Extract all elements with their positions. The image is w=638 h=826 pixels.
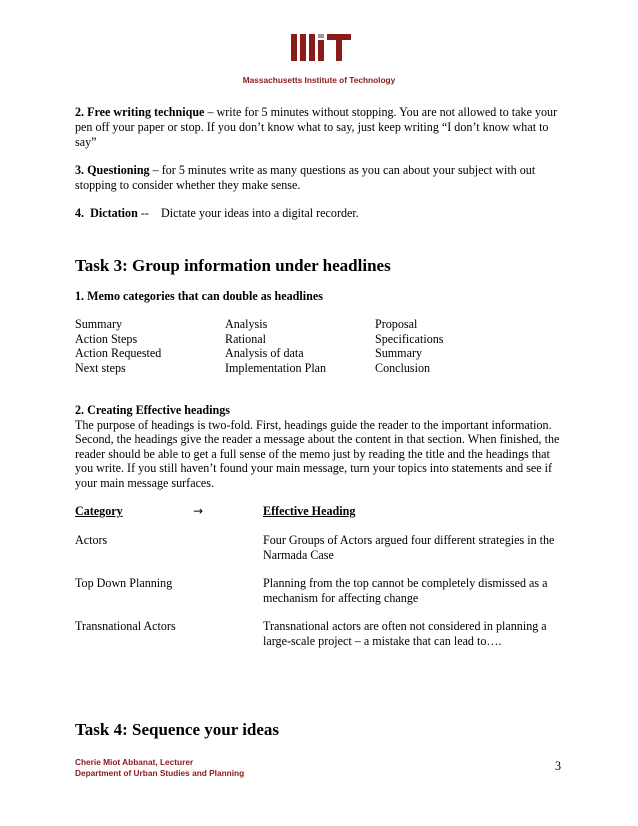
category-item: Action Requested (75, 346, 162, 361)
item-questioning (75, 163, 565, 193)
category-item: Action Steps (75, 331, 138, 346)
task4-heading: Task 4: Sequence your ideas (75, 720, 280, 739)
item-free-writing (75, 105, 565, 150)
category-column-2 (225, 317, 326, 375)
effective-heading-header: Effective Heading (263, 504, 356, 518)
footer-line-2: Department of Urban Studies and Planning (75, 768, 245, 778)
footer-author (75, 757, 244, 779)
row-heading: Transnational actors are often not considered in planning a large-scale project – a mistake that can lead to…. (263, 619, 547, 648)
row-category: Actors (75, 533, 108, 547)
category-item: Analysis of data (225, 346, 304, 361)
item-label: 3. Questioning (75, 163, 150, 177)
row-heading: Planning from the top cannot be completely dismissed as a mechanism for affecting change (263, 576, 548, 605)
memo-categories-title: 1. Memo categories that can double as headlines (75, 289, 323, 303)
category-column-1 (75, 317, 161, 375)
category-column-3 (375, 317, 444, 375)
effective-headings-title: 2. Creating Effective headings (75, 403, 230, 417)
technique-list (75, 105, 565, 234)
category-item: Implementation Plan (225, 360, 327, 375)
effective-headings-text: The purpose of headings is two-fold. First, headings guide the reader to the important information. Second, the headings give the reader a message about the content in that section. When finished, the reader should be able to get a full sense of the memo just by reading the title and the headings that you write. If you still haven’t found your main message, turn your topics into statements and see if your main message surfaces. (75, 417, 560, 490)
item-dictation (75, 206, 565, 221)
footer-line-1: Cherie Miot Abbanat, Lecturer (75, 757, 194, 767)
row-category: Transnational Actors (75, 619, 176, 633)
row-heading: Four Groups of Actors argued four different strategies in the Narmada Case (263, 533, 555, 562)
arrow-right-icon: → (193, 504, 204, 518)
row-category: Top Down Planning (75, 576, 173, 590)
item-text: – write for 5 minutes without stopping. You are not allowed to take your pen off your paper or stop. If you don’t know what to say, just keep writing “I don’t know what to say” (75, 105, 558, 149)
category-item: Specifications (375, 331, 444, 346)
mit-logo (291, 31, 351, 61)
effective-headings-section (75, 403, 565, 491)
item-text: – for 5 minutes write as many questions as you can about your subject with out stopping to consider whether they make sense. (75, 163, 536, 192)
institute-name: Massachusetts Institute of Technology (242, 75, 396, 85)
category-item: Summary (75, 317, 123, 331)
page-number: 3 (555, 759, 562, 773)
category-item: Proposal (375, 317, 418, 331)
category-item: Analysis (225, 317, 268, 331)
category-item: Conclusion (375, 360, 431, 375)
category-item: Summary (375, 346, 423, 361)
category-item: Rational (225, 331, 266, 346)
task3-heading: Task 3: Group information under headlines (75, 256, 391, 275)
item-text: -- Dictate your ideas into a digital recorder. (137, 206, 359, 220)
category-item: Next steps (75, 360, 126, 375)
item-label: 4. Dictation (75, 206, 138, 220)
category-header: Category (75, 504, 123, 518)
item-label: 2. Free writing technique (75, 105, 205, 119)
